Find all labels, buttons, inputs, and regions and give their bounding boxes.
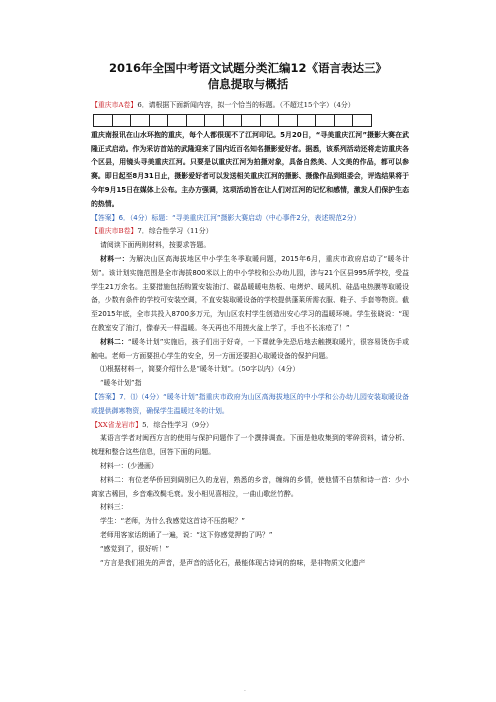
grid-cell[interactable]	[130, 114, 150, 127]
grid-cell[interactable]	[167, 114, 187, 127]
document-body	[91, 99, 409, 570]
q7-material-1-text: 为解决山区高海拔地区中小学生冬季取暖问题，2015年6月，重庆市政府启动了“暖冬计划”。该计划实施范围是全市海拔800米以上的中小学校和公办幼儿园，涉与21个区县995所学校，受益学生21万余名。主要措施包括购置安装油汀、碳晶暖暖电热板、电烤炉、暖风机、硅晶电热膜等取暖设备，少数有条件的学校可安装空调，不直安装取暖设备的学校提供蓬莱所需衣服、鞋子、手套等物资。截至2015年底，全市共投入8700多万元，为山区农村学生创造出安心学习的温暖环境。学生张晓说：“现在教室安了油汀，像春天一样温暖。冬天再也不用搓火盆上学了，手也不长冻疮了！”	[91, 254, 409, 332]
q6-answer-text: 6．（4分）标题：“寻美重庆江河”摄影大赛启动（中心事件2分，表述规范2分）	[118, 213, 361, 222]
q5-material-1: 材料一：(少漫画）	[99, 461, 158, 470]
q6-source: 【重庆市A卷】	[91, 101, 138, 109]
q7-instruction: 请阅读下面两则材料，按要求答题。	[99, 241, 211, 250]
grid-cell[interactable]	[278, 114, 298, 127]
q5-material-3: 材料三：	[99, 503, 128, 512]
grid-cell[interactable]	[352, 114, 372, 127]
q5-dialogue-4: “方言是我们祖先的声音，是声音的活化石，最能体现古诗词的韵味，是非物质文化遗产	[99, 558, 366, 567]
q7-prompt-text: 7．综合性学习（11分）	[137, 227, 213, 236]
q5-dialogue-2: 老师用客家话朗诵了一遍，说：“这下你感觉押韵了吗？”	[99, 530, 273, 539]
grid-cell[interactable]	[112, 114, 132, 127]
grid-cell[interactable]	[204, 114, 224, 127]
q7-material-1	[91, 253, 409, 336]
grid-cell[interactable]	[149, 114, 169, 127]
q7-source: 【重庆市B卷】	[91, 227, 138, 236]
q6-answer-label: 【答案】	[91, 213, 119, 222]
document-title: 2016年全国中考语文试题分类汇编12《语言表达三》	[108, 61, 387, 75]
document-subtitle: 信息提取与概括	[207, 77, 289, 91]
page-footer-mark: .	[244, 686, 246, 693]
q7-answer-fill[interactable]: “暖冬计划”指	[99, 379, 142, 388]
q5-prompt	[91, 419, 409, 433]
q7-material-2	[91, 336, 409, 364]
grid-cell[interactable]	[297, 114, 317, 127]
grid-cell[interactable]	[223, 114, 243, 127]
q5-material-2: 材料二：有位老华侨回到阔别已久的龙岩，熟悉的乡音，缠绵的乡情，使他情不自禁和诗一首：少小离家古稀回，乡音难改鬓毛衰。发小相见喜相泣，一曲山歌丝竹醉。	[91, 475, 409, 498]
q5-dialogue-3: “感觉到了，很好听！”	[99, 544, 170, 553]
grid-cell[interactable]	[315, 114, 335, 127]
q7-answer-text: 7．⑴（4分）“暖冬计划”指重庆市政府为山区高海拔地区的中小学和公办幼儿园安装取暖设备或提供御寒物资，确保学生温暖过冬的计划。	[91, 392, 410, 415]
q7-prompt	[91, 225, 409, 239]
q5-intro: 某语言学者对闽西方言的使用与保护问题作了一个撰排调查。下面是他收集到的零碎资料，请分析、梳理和整合这些信息，回答下面的问题。	[91, 434, 409, 457]
title-answer-grid[interactable]	[93, 114, 409, 127]
grid-cell[interactable]	[186, 114, 206, 127]
q7-answer-label: 【答案】	[91, 392, 120, 401]
q7-material-1-label: 材料一：	[99, 254, 129, 263]
q6-news-text: 重庆南报讯在山水环抱的重庆，每个人都很现不了江河印记。5月20日，“寻美重庆江河”摄影大赛在武隆正式启动。作为采访首站的武隆迎来了国内近百名知名摄影爱好者。据悉，该系列活动还将走访重庆各个区县，用镜头寻美重庆江河。只要是以重庆江河为拍摄对象，具备自然美、人文美的作品，都可以参赛。即日起至8月31日止，摄影爱好者可以发送相关重庆江河的摄影、摄像作品到组委会，评选结果将于今年9月15日在媒体上公布。主办方强调，这项活动旨在让人们对江河的记忆和感情，激发人们保护生态的热情。	[91, 130, 409, 208]
q5-dialogue-1: 学生：“老师，为什么我感觉这首诗不压韵呢？”	[99, 517, 245, 526]
grid-cell[interactable]	[241, 114, 261, 127]
q5-prompt-text: 5．综合性学习（9分）	[142, 420, 213, 429]
q6-answer	[91, 212, 409, 226]
q6-prompt	[91, 99, 409, 113]
q7-answer	[91, 391, 409, 419]
grid-cell[interactable]	[334, 114, 354, 127]
q6-prompt-text: 6．请根据下面新闻内容，拟一个恰当的标题。（不超过15个字）（4分）	[137, 101, 355, 109]
grid-cell[interactable]	[260, 114, 280, 127]
q7-subquestion-1: ⑴根据材料一，简要介绍什么是“暖冬计划”。（50字以内）（4分）	[99, 365, 300, 374]
q5-source: 【XX省龙岩市】	[91, 420, 143, 429]
q7-material-2-text: “暖冬计划”实施后，孩子们出于好奇，一下课就争先恐后地去触摸取暖片，很容易烫伤手或触电。老师一方面要担心学生的安全，另一方面还要担心取暖设备的保护问题。	[91, 337, 410, 360]
grid-cell[interactable]	[93, 114, 113, 127]
q7-material-2-label: 材料二：	[99, 337, 129, 346]
